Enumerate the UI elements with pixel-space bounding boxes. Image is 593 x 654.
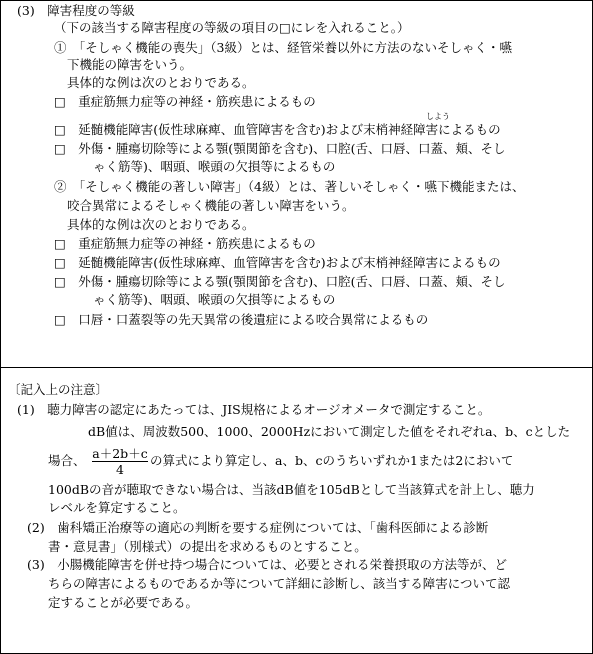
grade4-checkbox-item-3-cont: ゃく筋等)、咽頭、喉頭の欠損等によるもの — [93, 292, 336, 307]
notes-heading: 〔記入上の注意〕 — [8, 382, 109, 397]
note1-line4: 100dBの音が聴取できない場合は、当該dB値を105dBとして当該算式を計上し、聴力 — [48, 482, 535, 497]
grade3-intro-line2: 下機能の障害をいう。 — [67, 57, 193, 72]
grade4-checkbox-item-1[interactable]: □ 重症筋無力症等の神経・筋疾患によるもの — [54, 236, 316, 251]
note3-line1: (3) 小腸機能障害を併せ持つ場合については、必要とされる栄養摂取の方法等が、ど — [27, 557, 507, 572]
note2-line2: 書・意見書」（別様式）の提出を求めるものとすること。 — [48, 539, 367, 554]
grade3-intro-line1: ① 「そしゃく機能の喪失」（3級）とは、経管栄養以外に方法のないそしゃく・嚥 — [54, 40, 512, 55]
section-heading: (3) 障害程度の等級 — [17, 3, 135, 18]
grade4-intro-line2: 咬合異常によるそしゃく機能の著しい障害をいう。 — [67, 198, 355, 213]
note1-line1: (1) 聴力障害の認定にあたっては、JIS規格によるオージオメータで測定すること。 — [17, 402, 491, 417]
grade4-examples-text: 具体的な例は次のとおりである。 — [67, 217, 255, 232]
section-divider — [0, 367, 593, 368]
formula-denominator: 4 — [116, 462, 124, 477]
grade3-checkbox-item-1[interactable]: □ 重症筋無力症等の神経・筋疾患によるもの — [54, 94, 316, 109]
note2-line1: (2) 歯科矯正治療等の適応の判断を要する症例については、「歯科医師による診断 — [27, 520, 489, 535]
note1-line2: dB値は、周波数500、1000、2000Hzにおいて測定した値をそれぞれa、b、cとした — [88, 424, 571, 439]
note1-line3-post: の算式により算定し、a、b、cのうちいずれか1または2において — [150, 453, 514, 468]
grade3-checkbox-item-2[interactable]: □ 延髄機能障害(仮性球麻痺、血管障害を含む)および末梢神経障害によるもの — [54, 122, 501, 137]
grade4-checkbox-item-3[interactable]: □ 外傷・腫瘍切除等による顎(顎関節を含む)、口腔(舌、口唇、口蓋、頬、そし — [54, 274, 506, 289]
note1-line3-pre: 場合、 — [48, 453, 86, 468]
grade4-checkbox-item-4[interactable]: □ 口唇・口蓋裂等の先天異常の後遺症による咬合異常によるもの — [54, 312, 429, 327]
instruction-text: （下の該当する障害程度の等級の項目の□にレを入れること。） — [54, 20, 410, 35]
note3-line3: 定することが必要である。 — [48, 595, 199, 610]
formula-numerator: a＋2b＋c — [92, 446, 148, 461]
grade3-checkbox-item-3[interactable]: □ 外傷・腫瘍切除等による顎(顎関節を含む)、口腔(舌、口唇、口蓋、頬、そし — [54, 141, 506, 156]
grade4-checkbox-item-2[interactable]: □ 延髄機能障害(仮性球麻痺、血管障害を含む)および末梢神経障害によるもの — [54, 255, 501, 270]
grade3-examples-text: 具体的な例は次のとおりである。 — [67, 75, 255, 90]
note1-line5: レベルを算定すること。 — [48, 500, 186, 515]
grade4-intro-line1: ② 「そしゃく機能の著しい障害」（4級）とは、著しいそしゃく・嚥下機能または、 — [54, 179, 525, 194]
formula-fraction — [92, 447, 148, 479]
grade3-checkbox-item-3-cont: ゃく筋等)、咽頭、喉頭の欠損等によるもの — [93, 159, 336, 174]
ruby-annotation: しよう — [426, 112, 450, 121]
note3-line2: ちらの障害によるものであるか等について詳細に診断し、該当する障害について認 — [48, 576, 511, 591]
